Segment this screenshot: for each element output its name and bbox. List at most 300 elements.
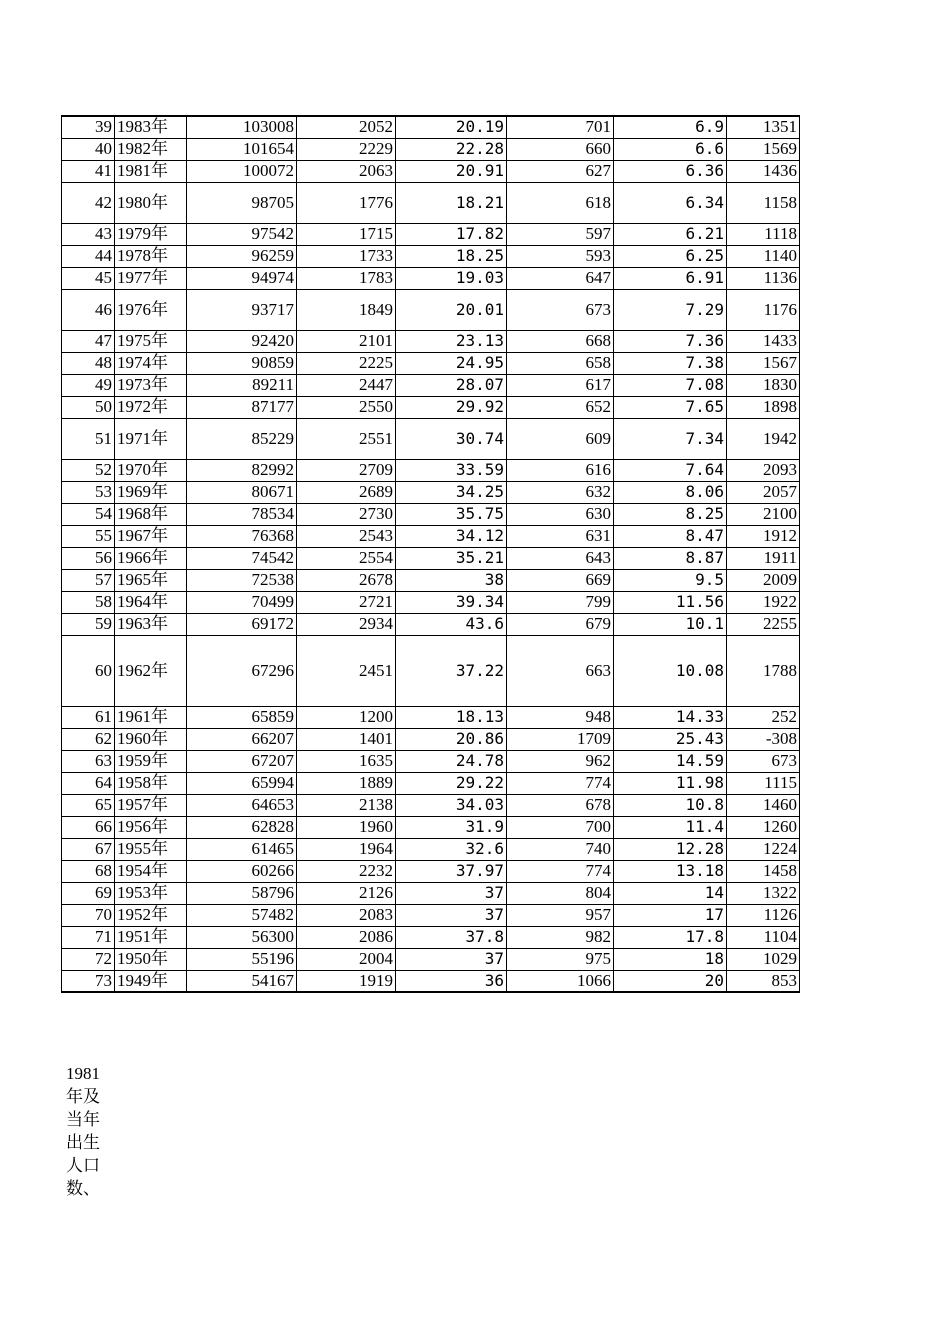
- cell-year[interactable]: 1952年: [115, 904, 187, 926]
- cell-birth-rate[interactable]: 43.6: [396, 613, 507, 635]
- cell-total-population[interactable]: 85229: [187, 418, 297, 459]
- cell-year[interactable]: 1962年: [115, 635, 187, 706]
- cell-births[interactable]: 2447: [297, 374, 396, 396]
- cell-death-rate[interactable]: 13.18: [614, 860, 727, 882]
- cell-natural-growth[interactable]: 2100: [727, 503, 800, 525]
- cell-year[interactable]: 1959年: [115, 750, 187, 772]
- table-row: [62, 706, 800, 728]
- cell-total-population[interactable]: 94974: [187, 267, 297, 289]
- cell-index[interactable]: 68: [62, 860, 115, 882]
- cell-birth-rate[interactable]: 19.03: [396, 267, 507, 289]
- cell-year[interactable]: 1976年: [115, 289, 187, 330]
- table-row: [62, 289, 800, 330]
- cell-births[interactable]: 1919: [297, 970, 396, 992]
- cell-death-rate[interactable]: 6.9: [614, 116, 727, 138]
- cell-birth-rate[interactable]: 22.28: [396, 138, 507, 160]
- cell-births[interactable]: 2126: [297, 882, 396, 904]
- cell-births[interactable]: 2138: [297, 794, 396, 816]
- cell-natural-growth[interactable]: 1126: [727, 904, 800, 926]
- cell-total-population[interactable]: 67296: [187, 635, 297, 706]
- cell-natural-growth[interactable]: 2255: [727, 613, 800, 635]
- table-row: [62, 418, 800, 459]
- cell-birth-rate[interactable]: 18.25: [396, 245, 507, 267]
- cell-births[interactable]: 2232: [297, 860, 396, 882]
- cell-year[interactable]: 1961年: [115, 706, 187, 728]
- cell-natural-growth[interactable]: 1830: [727, 374, 800, 396]
- cell-births[interactable]: 1776: [297, 182, 396, 223]
- cell-deaths[interactable]: 1709: [507, 728, 614, 750]
- cell-index[interactable]: 42: [62, 182, 115, 223]
- cell-deaths[interactable]: 975: [507, 948, 614, 970]
- cell-year[interactable]: 1979年: [115, 223, 187, 245]
- cell-total-population[interactable]: 62828: [187, 816, 297, 838]
- cell-natural-growth[interactable]: 1460: [727, 794, 800, 816]
- cell-year[interactable]: 1969年: [115, 481, 187, 503]
- cell-year[interactable]: 1963年: [115, 613, 187, 635]
- cell-deaths[interactable]: 669: [507, 569, 614, 591]
- cell-total-population[interactable]: 93717: [187, 289, 297, 330]
- cell-deaths[interactable]: 663: [507, 635, 614, 706]
- cell-year[interactable]: 1978年: [115, 245, 187, 267]
- cell-year[interactable]: 1960年: [115, 728, 187, 750]
- cell-birth-rate[interactable]: 37: [396, 882, 507, 904]
- cell-births[interactable]: 2554: [297, 547, 396, 569]
- cell-index[interactable]: 56: [62, 547, 115, 569]
- cell-birth-rate[interactable]: 23.13: [396, 330, 507, 352]
- cell-births[interactable]: 1635: [297, 750, 396, 772]
- cell-natural-growth[interactable]: 1922: [727, 591, 800, 613]
- cell-birth-rate[interactable]: 38: [396, 569, 507, 591]
- cell-index[interactable]: 59: [62, 613, 115, 635]
- table-row: [62, 569, 800, 591]
- cell-year[interactable]: 1958年: [115, 772, 187, 794]
- cell-year[interactable]: 1957年: [115, 794, 187, 816]
- cell-death-rate[interactable]: 7.29: [614, 289, 727, 330]
- cell-birth-rate[interactable]: 33.59: [396, 459, 507, 481]
- cell-death-rate[interactable]: 8.06: [614, 481, 727, 503]
- cell-total-population[interactable]: 69172: [187, 613, 297, 635]
- cell-death-rate[interactable]: 7.38: [614, 352, 727, 374]
- cell-natural-growth[interactable]: 673: [727, 750, 800, 772]
- cell-births[interactable]: 2083: [297, 904, 396, 926]
- cell-year[interactable]: 1973年: [115, 374, 187, 396]
- cell-total-population[interactable]: 98705: [187, 182, 297, 223]
- cell-births[interactable]: 2543: [297, 525, 396, 547]
- cell-total-population[interactable]: 100072: [187, 160, 297, 182]
- cell-death-rate[interactable]: 11.4: [614, 816, 727, 838]
- cell-deaths[interactable]: 740: [507, 838, 614, 860]
- cell-total-population[interactable]: 87177: [187, 396, 297, 418]
- population-table-container: [61, 115, 800, 993]
- cell-deaths[interactable]: 673: [507, 289, 614, 330]
- cell-natural-growth[interactable]: 1115: [727, 772, 800, 794]
- cell-year[interactable]: 1981年: [115, 160, 187, 182]
- cell-index[interactable]: 55: [62, 525, 115, 547]
- cell-births[interactable]: 1401: [297, 728, 396, 750]
- cell-deaths[interactable]: 616: [507, 459, 614, 481]
- cell-births[interactable]: 1849: [297, 289, 396, 330]
- cell-death-rate[interactable]: 7.08: [614, 374, 727, 396]
- cell-index[interactable]: 49: [62, 374, 115, 396]
- cell-births[interactable]: 2086: [297, 926, 396, 948]
- cell-births[interactable]: 2004: [297, 948, 396, 970]
- cell-deaths[interactable]: 678: [507, 794, 614, 816]
- cell-index[interactable]: 45: [62, 267, 115, 289]
- cell-natural-growth[interactable]: 1176: [727, 289, 800, 330]
- cell-birth-rate[interactable]: 20.19: [396, 116, 507, 138]
- cell-year[interactable]: 1956年: [115, 816, 187, 838]
- cell-birth-rate[interactable]: 32.6: [396, 838, 507, 860]
- cell-total-population[interactable]: 72538: [187, 569, 297, 591]
- cell-natural-growth[interactable]: 1912: [727, 525, 800, 547]
- cell-deaths[interactable]: 804: [507, 882, 614, 904]
- cell-death-rate[interactable]: 8.87: [614, 547, 727, 569]
- cell-index[interactable]: 65: [62, 794, 115, 816]
- cell-births[interactable]: 2551: [297, 418, 396, 459]
- cell-year[interactable]: 1974年: [115, 352, 187, 374]
- table-row: [62, 635, 800, 706]
- table-row: [62, 547, 800, 569]
- cell-total-population[interactable]: 101654: [187, 138, 297, 160]
- table-row: [62, 970, 800, 992]
- cell-total-population[interactable]: 65994: [187, 772, 297, 794]
- cell-index[interactable]: 40: [62, 138, 115, 160]
- cell-year[interactable]: 1967年: [115, 525, 187, 547]
- cell-total-population[interactable]: 67207: [187, 750, 297, 772]
- cell-deaths[interactable]: 630: [507, 503, 614, 525]
- cell-natural-growth[interactable]: -308: [727, 728, 800, 750]
- table-row: [62, 882, 800, 904]
- cell-natural-growth[interactable]: 1322: [727, 882, 800, 904]
- cell-natural-growth[interactable]: 1942: [727, 418, 800, 459]
- cell-births[interactable]: 2229: [297, 138, 396, 160]
- cell-total-population[interactable]: 76368: [187, 525, 297, 547]
- table-row: [62, 750, 800, 772]
- cell-natural-growth[interactable]: 1898: [727, 396, 800, 418]
- cell-deaths[interactable]: 962: [507, 750, 614, 772]
- cell-total-population[interactable]: 64653: [187, 794, 297, 816]
- cell-natural-growth[interactable]: 1788: [727, 635, 800, 706]
- cell-year[interactable]: 1980年: [115, 182, 187, 223]
- cell-death-rate[interactable]: 7.34: [614, 418, 727, 459]
- cell-total-population[interactable]: 54167: [187, 970, 297, 992]
- cell-index[interactable]: 47: [62, 330, 115, 352]
- cell-births[interactable]: 2689: [297, 481, 396, 503]
- cell-total-population[interactable]: 97542: [187, 223, 297, 245]
- cell-deaths[interactable]: 597: [507, 223, 614, 245]
- cell-natural-growth[interactable]: 1567: [727, 352, 800, 374]
- population-table: [61, 115, 800, 993]
- cell-natural-growth[interactable]: 1140: [727, 245, 800, 267]
- cell-birth-rate[interactable]: 37.8: [396, 926, 507, 948]
- cell-natural-growth[interactable]: 2093: [727, 459, 800, 481]
- cell-birth-rate[interactable]: 35.75: [396, 503, 507, 525]
- cell-death-rate[interactable]: 6.6: [614, 138, 727, 160]
- cell-birth-rate[interactable]: 37.97: [396, 860, 507, 882]
- cell-year[interactable]: 1971年: [115, 418, 187, 459]
- cell-natural-growth[interactable]: 2057: [727, 481, 800, 503]
- cell-births[interactable]: 1889: [297, 772, 396, 794]
- cell-death-rate[interactable]: 11.56: [614, 591, 727, 613]
- cell-natural-growth[interactable]: 1136: [727, 267, 800, 289]
- cell-index[interactable]: 44: [62, 245, 115, 267]
- cell-index[interactable]: 46: [62, 289, 115, 330]
- cell-index[interactable]: 58: [62, 591, 115, 613]
- cell-deaths[interactable]: 774: [507, 772, 614, 794]
- cell-death-rate[interactable]: 14.33: [614, 706, 727, 728]
- cell-index[interactable]: 51: [62, 418, 115, 459]
- cell-index[interactable]: 69: [62, 882, 115, 904]
- cell-births[interactable]: 2451: [297, 635, 396, 706]
- cell-birth-rate[interactable]: 24.78: [396, 750, 507, 772]
- cell-index[interactable]: 60: [62, 635, 115, 706]
- cell-death-rate[interactable]: 9.5: [614, 569, 727, 591]
- cell-index[interactable]: 70: [62, 904, 115, 926]
- cell-year[interactable]: 1968年: [115, 503, 187, 525]
- cell-deaths[interactable]: 618: [507, 182, 614, 223]
- cell-birth-rate[interactable]: 30.74: [396, 418, 507, 459]
- table-row: [62, 816, 800, 838]
- cell-total-population[interactable]: 90859: [187, 352, 297, 374]
- cell-total-population[interactable]: 74542: [187, 547, 297, 569]
- cell-death-rate[interactable]: 8.25: [614, 503, 727, 525]
- cell-deaths[interactable]: 679: [507, 613, 614, 635]
- cell-deaths[interactable]: 660: [507, 138, 614, 160]
- cell-total-population[interactable]: 80671: [187, 481, 297, 503]
- cell-natural-growth[interactable]: 1029: [727, 948, 800, 970]
- cell-natural-growth[interactable]: 1458: [727, 860, 800, 882]
- cell-deaths[interactable]: 632: [507, 481, 614, 503]
- cell-index[interactable]: 53: [62, 481, 115, 503]
- cell-index[interactable]: 61: [62, 706, 115, 728]
- cell-deaths[interactable]: 647: [507, 267, 614, 289]
- table-row: [62, 525, 800, 547]
- cell-natural-growth[interactable]: 1569: [727, 138, 800, 160]
- cell-deaths[interactable]: 774: [507, 860, 614, 882]
- cell-index[interactable]: 71: [62, 926, 115, 948]
- cell-births[interactable]: 2052: [297, 116, 396, 138]
- cell-death-rate[interactable]: 7.65: [614, 396, 727, 418]
- cell-birth-rate[interactable]: 34.25: [396, 481, 507, 503]
- cell-birth-rate[interactable]: 20.01: [396, 289, 507, 330]
- cell-deaths[interactable]: 609: [507, 418, 614, 459]
- cell-death-rate[interactable]: 6.34: [614, 182, 727, 223]
- cell-natural-growth[interactable]: 853: [727, 970, 800, 992]
- cell-total-population[interactable]: 78534: [187, 503, 297, 525]
- cell-natural-growth[interactable]: 252: [727, 706, 800, 728]
- cell-birth-rate[interactable]: 37: [396, 904, 507, 926]
- cell-year[interactable]: 1955年: [115, 838, 187, 860]
- cell-total-population[interactable]: 61465: [187, 838, 297, 860]
- cell-deaths[interactable]: 701: [507, 116, 614, 138]
- cell-death-rate[interactable]: 25.43: [614, 728, 727, 750]
- cell-death-rate[interactable]: 10.08: [614, 635, 727, 706]
- cell-total-population[interactable]: 60266: [187, 860, 297, 882]
- cell-total-population[interactable]: 89211: [187, 374, 297, 396]
- cell-year[interactable]: 1975年: [115, 330, 187, 352]
- cell-death-rate[interactable]: 17.8: [614, 926, 727, 948]
- cell-index[interactable]: 50: [62, 396, 115, 418]
- cell-births[interactable]: 2709: [297, 459, 396, 481]
- cell-year[interactable]: 1972年: [115, 396, 187, 418]
- cell-index[interactable]: 54: [62, 503, 115, 525]
- cell-death-rate[interactable]: 6.91: [614, 267, 727, 289]
- cell-birth-rate[interactable]: 18.13: [396, 706, 507, 728]
- cell-birth-rate[interactable]: 34.03: [396, 794, 507, 816]
- cell-natural-growth[interactable]: 1433: [727, 330, 800, 352]
- cell-total-population[interactable]: 96259: [187, 245, 297, 267]
- cell-index[interactable]: 64: [62, 772, 115, 794]
- cell-total-population[interactable]: 92420: [187, 330, 297, 352]
- cell-index[interactable]: 41: [62, 160, 115, 182]
- cell-natural-growth[interactable]: 1224: [727, 838, 800, 860]
- cell-births[interactable]: 1783: [297, 267, 396, 289]
- table-row: [62, 374, 800, 396]
- cell-year[interactable]: 1983年: [115, 116, 187, 138]
- cell-death-rate[interactable]: 11.98: [614, 772, 727, 794]
- cell-natural-growth[interactable]: 1260: [727, 816, 800, 838]
- cell-deaths[interactable]: 643: [507, 547, 614, 569]
- cell-death-rate[interactable]: 12.28: [614, 838, 727, 860]
- cell-natural-growth[interactable]: 1351: [727, 116, 800, 138]
- table-row: [62, 948, 800, 970]
- cell-birth-rate[interactable]: 29.22: [396, 772, 507, 794]
- cell-index[interactable]: 62: [62, 728, 115, 750]
- cell-birth-rate[interactable]: 37.22: [396, 635, 507, 706]
- cell-death-rate[interactable]: 7.64: [614, 459, 727, 481]
- cell-birth-rate[interactable]: 20.86: [396, 728, 507, 750]
- cell-births[interactable]: 2730: [297, 503, 396, 525]
- cell-year[interactable]: 1950年: [115, 948, 187, 970]
- cell-total-population[interactable]: 70499: [187, 591, 297, 613]
- table-row: [62, 459, 800, 481]
- cell-birth-rate[interactable]: 31.9: [396, 816, 507, 838]
- cell-deaths[interactable]: 982: [507, 926, 614, 948]
- cell-birth-rate[interactable]: 39.34: [396, 591, 507, 613]
- cell-births[interactable]: 2550: [297, 396, 396, 418]
- cell-death-rate[interactable]: 6.25: [614, 245, 727, 267]
- cell-births[interactable]: 2678: [297, 569, 396, 591]
- cell-index[interactable]: 66: [62, 816, 115, 838]
- cell-birth-rate[interactable]: 17.82: [396, 223, 507, 245]
- cell-deaths[interactable]: 668: [507, 330, 614, 352]
- cell-year[interactable]: 1965年: [115, 569, 187, 591]
- cell-deaths[interactable]: 700: [507, 816, 614, 838]
- cell-birth-rate[interactable]: 28.07: [396, 374, 507, 396]
- cell-births[interactable]: 1715: [297, 223, 396, 245]
- cell-total-population[interactable]: 65859: [187, 706, 297, 728]
- cell-index[interactable]: 67: [62, 838, 115, 860]
- cell-natural-growth[interactable]: 2009: [727, 569, 800, 591]
- cell-total-population[interactable]: 66207: [187, 728, 297, 750]
- cell-births[interactable]: 2063: [297, 160, 396, 182]
- cell-deaths[interactable]: 617: [507, 374, 614, 396]
- cell-year[interactable]: 1953年: [115, 882, 187, 904]
- cell-death-rate[interactable]: 14.59: [614, 750, 727, 772]
- cell-birth-rate[interactable]: 20.91: [396, 160, 507, 182]
- cell-births[interactable]: 2934: [297, 613, 396, 635]
- cell-year[interactable]: 1982年: [115, 138, 187, 160]
- cell-deaths[interactable]: 957: [507, 904, 614, 926]
- cell-natural-growth[interactable]: 1911: [727, 547, 800, 569]
- cell-year[interactable]: 1977年: [115, 267, 187, 289]
- cell-birth-rate[interactable]: 34.12: [396, 525, 507, 547]
- cell-index[interactable]: 72: [62, 948, 115, 970]
- cell-total-population[interactable]: 103008: [187, 116, 297, 138]
- cell-index[interactable]: 63: [62, 750, 115, 772]
- cell-births[interactable]: 2101: [297, 330, 396, 352]
- cell-birth-rate[interactable]: 18.21: [396, 182, 507, 223]
- cell-death-rate[interactable]: 20: [614, 970, 727, 992]
- cell-index[interactable]: 73: [62, 970, 115, 992]
- cell-births[interactable]: 2721: [297, 591, 396, 613]
- cell-deaths[interactable]: 1066: [507, 970, 614, 992]
- cell-deaths[interactable]: 627: [507, 160, 614, 182]
- cell-deaths[interactable]: 593: [507, 245, 614, 267]
- cell-birth-rate[interactable]: 37: [396, 948, 507, 970]
- cell-deaths[interactable]: 652: [507, 396, 614, 418]
- cell-total-population[interactable]: 55196: [187, 948, 297, 970]
- cell-deaths[interactable]: 631: [507, 525, 614, 547]
- cell-natural-growth[interactable]: 1436: [727, 160, 800, 182]
- cell-death-rate[interactable]: 6.21: [614, 223, 727, 245]
- cell-birth-rate[interactable]: 35.21: [396, 547, 507, 569]
- cell-year[interactable]: 1964年: [115, 591, 187, 613]
- cell-deaths[interactable]: 948: [507, 706, 614, 728]
- cell-birth-rate[interactable]: 29.92: [396, 396, 507, 418]
- cell-death-rate[interactable]: 18: [614, 948, 727, 970]
- cell-births[interactable]: 1733: [297, 245, 396, 267]
- cell-death-rate[interactable]: 7.36: [614, 330, 727, 352]
- cell-death-rate[interactable]: 8.47: [614, 525, 727, 547]
- cell-year[interactable]: 1949年: [115, 970, 187, 992]
- cell-year[interactable]: 1954年: [115, 860, 187, 882]
- cell-death-rate[interactable]: 10.8: [614, 794, 727, 816]
- cell-deaths[interactable]: 799: [507, 591, 614, 613]
- cell-births[interactable]: 2225: [297, 352, 396, 374]
- cell-year[interactable]: 1951年: [115, 926, 187, 948]
- cell-total-population[interactable]: 58796: [187, 882, 297, 904]
- table-row: [62, 481, 800, 503]
- cell-year[interactable]: 1966年: [115, 547, 187, 569]
- cell-natural-growth[interactable]: 1158: [727, 182, 800, 223]
- cell-death-rate[interactable]: 10.1: [614, 613, 727, 635]
- cell-death-rate[interactable]: 6.36: [614, 160, 727, 182]
- cell-index[interactable]: 43: [62, 223, 115, 245]
- cell-index[interactable]: 57: [62, 569, 115, 591]
- cell-births[interactable]: 1200: [297, 706, 396, 728]
- table-row: [62, 352, 800, 374]
- cell-births[interactable]: 1964: [297, 838, 396, 860]
- cell-index[interactable]: 52: [62, 459, 115, 481]
- cell-death-rate[interactable]: 17: [614, 904, 727, 926]
- cell-index[interactable]: 48: [62, 352, 115, 374]
- cell-births[interactable]: 1960: [297, 816, 396, 838]
- cell-total-population[interactable]: 56300: [187, 926, 297, 948]
- cell-deaths[interactable]: 658: [507, 352, 614, 374]
- cell-birth-rate[interactable]: 24.95: [396, 352, 507, 374]
- cell-birth-rate[interactable]: 36: [396, 970, 507, 992]
- cell-total-population[interactable]: 57482: [187, 904, 297, 926]
- cell-index[interactable]: 39: [62, 116, 115, 138]
- cell-natural-growth[interactable]: 1118: [727, 223, 800, 245]
- cell-total-population[interactable]: 82992: [187, 459, 297, 481]
- cell-year[interactable]: 1970年: [115, 459, 187, 481]
- table-body: [62, 116, 800, 992]
- cell-death-rate[interactable]: 14: [614, 882, 727, 904]
- cell-natural-growth[interactable]: 1104: [727, 926, 800, 948]
- table-row: [62, 182, 800, 223]
